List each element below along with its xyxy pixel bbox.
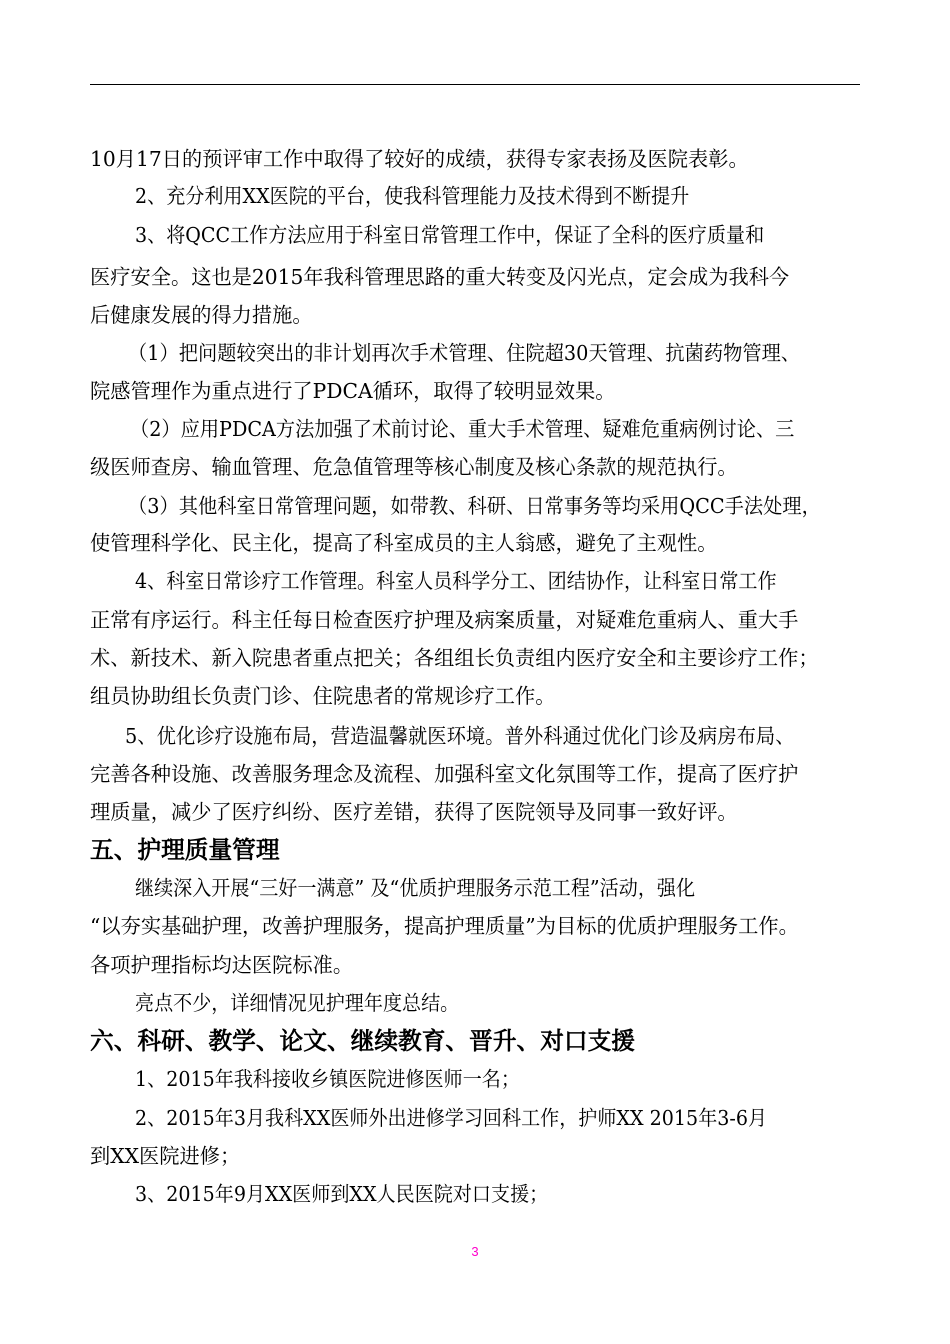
page-number: 3	[471, 1244, 479, 1259]
paragraph-line: 院感管理作为重点进行了PDCA循环，取得了较明显效果。	[90, 379, 616, 403]
paragraph-line: 亮点不少，详细情况见护理年度总结。	[135, 991, 460, 1015]
paragraph-line: 组员协助组长负责门诊、住院患者的常规诊疗工作。	[90, 684, 556, 708]
paragraph-line: 4、科室日常诊疗工作管理。科室人员科学分工、团结协作，让科室日常工作	[135, 569, 777, 593]
paragraph-line: （3）其他科室日常管理问题，如带教、科研、日常事务等均采用QCC手法处理，	[128, 494, 821, 518]
paragraph-line: 1、2015年我科接收乡镇医院进修医师一名；	[135, 1067, 520, 1091]
paragraph-line: 3、将QCC工作方法应用于科室日常管理工作中，保证了全科的医疗质量和	[135, 223, 765, 247]
paragraph-line: 3、2015年9月XX医师到XX人民医院对口支援；	[135, 1182, 549, 1206]
paragraph-line: 使管理科学化、民主化，提高了科室成员的主人翁感，避免了主观性。	[90, 531, 718, 555]
paragraph-line: 级医师查房、输血管理、危急值管理等核心制度及核心条款的规范执行。	[90, 455, 738, 479]
section-heading: 六、科研、教学、论文、继续教育、晋升、对口支援	[90, 1027, 635, 1055]
paragraph-line: 正常有序运行。科主任每日检查医疗护理及病案质量，对疑难危重病人、重大手	[90, 608, 799, 632]
paragraph-line: 完善各种设施、改善服务理念及流程、加强科室文化氛围等工作，提高了医疗护	[90, 762, 799, 786]
paragraph-line: 后健康发展的得力措施。	[90, 303, 313, 327]
paragraph-line: 继续深入开展“三好一满意” 及“优质护理服务示范工程”活动，强化	[135, 876, 696, 900]
paragraph-line: （2）应用PDCA方法加强了术前讨论、重大手术管理、疑难危重病例讨论、三	[130, 417, 795, 441]
header-rule	[90, 84, 860, 85]
paragraph-line: “以夯实基础护理，改善护理服务，提高护理质量”为目标的优质护理服务工作。	[90, 914, 799, 938]
paragraph-line: 2、2015年3月我科XX医师外出进修学习回科工作，护师XX 2015年3-6月	[135, 1106, 768, 1130]
paragraph-line: （1）把问题较突出的非计划再次手术管理、住院超30天管理、抗菌药物管理、	[128, 341, 801, 365]
paragraph-line: 术、新技术、新入院患者重点把关；各组组长负责组内医疗安全和主要诊疗工作；	[90, 646, 819, 670]
paragraph-line: 5、优化诊疗设施布局，营造温馨就医环境。普外科通过优化门诊及病房布局、	[125, 724, 795, 748]
paragraph-line: 医疗安全。这也是2015年我科管理思路的重大转变及闪光点，定会成为我科今	[90, 265, 790, 289]
paragraph-line: 理质量，减少了医疗纠纷、医疗差错，获得了医院领导及同事一致好评。	[90, 800, 738, 824]
paragraph-line: 2、充分利用XX医院的平台，使我科管理能力及技术得到不断提升	[135, 184, 690, 208]
section-heading: 五、护理质量管理	[90, 836, 280, 864]
paragraph-line: 10月17日的预评审工作中取得了较好的成绩，获得专家表扬及医院表彰。	[90, 147, 749, 171]
paragraph-line: 各项护理指标均达医院标准。	[90, 953, 354, 977]
paragraph-line: 到XX医院进修；	[90, 1144, 241, 1168]
